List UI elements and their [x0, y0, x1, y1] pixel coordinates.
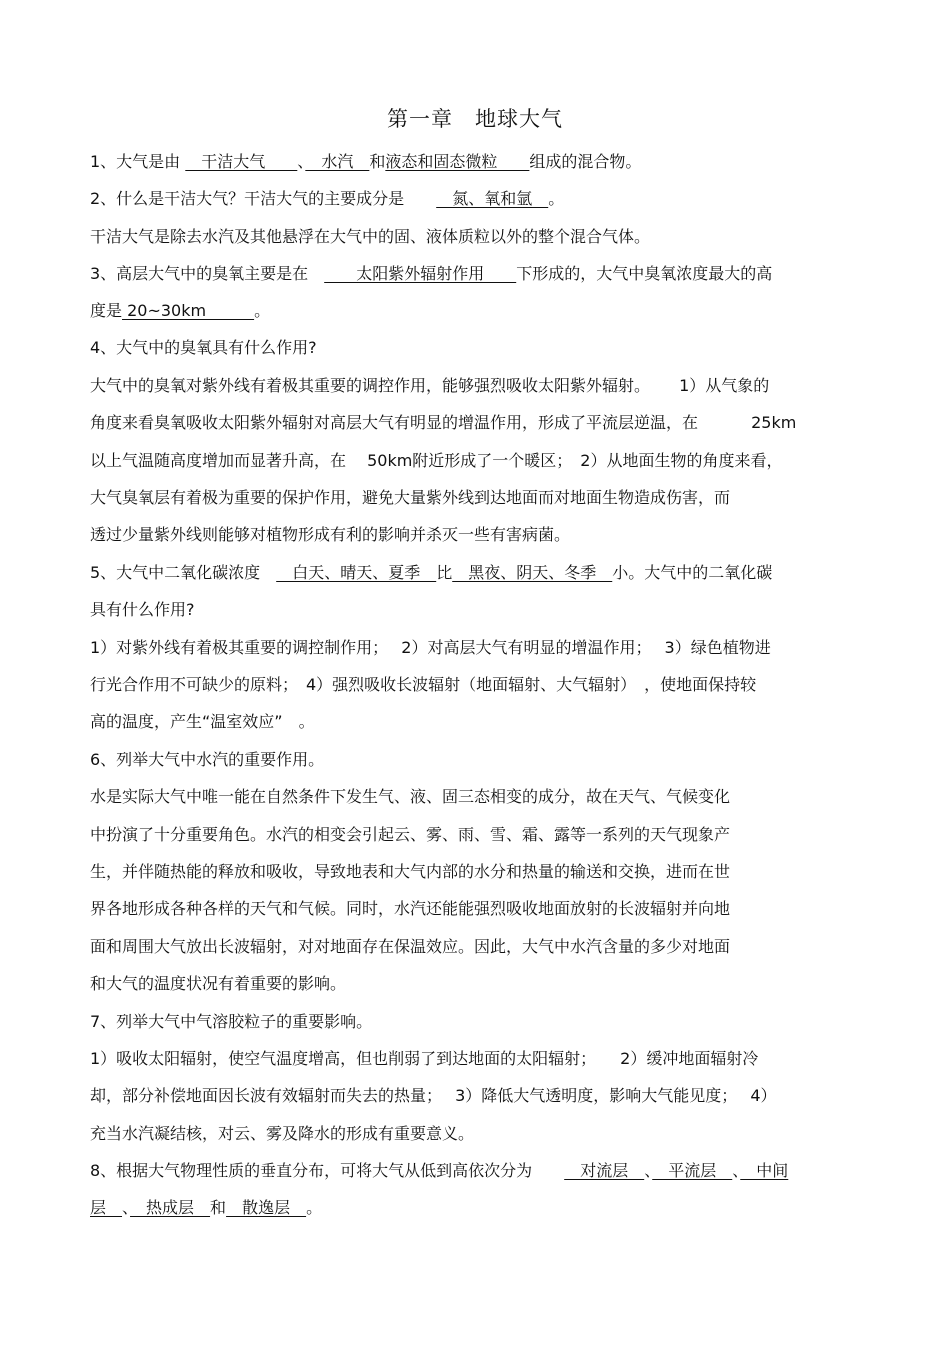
question-3-line-2	[90, 301, 270, 321]
q8b-suffix: 。	[306, 1198, 323, 1217]
q3b-suffix: 。	[254, 301, 271, 320]
q5-prefix: 5、大气中二氧化碳浓度	[90, 563, 277, 582]
q2-prefix: 2、什么是干洁大气？干洁大气的主要成分是	[90, 189, 437, 208]
q4-answer-line: 透过少量紫外线则能够对植物形成有利的影响并杀灭一些有害病菌。	[90, 525, 571, 544]
q1-sep-1: 、	[297, 152, 306, 171]
q8-prefix: 8、根据大气物理性质的垂直分布，可将大气从低到高依次分为	[90, 1161, 565, 1180]
q1-prefix: 1、大气是由	[90, 152, 181, 171]
q5-answer-2: 黑夜、阴天、冬季	[452, 563, 613, 582]
q7-answer-line: 却，部分补偿地面因长波有效辐射而失去的热量； 3）降低大气透明度，影响大气能见度； 4）	[90, 1086, 777, 1105]
q8-sep-1: 、	[644, 1161, 653, 1180]
question-8-line-2	[90, 1198, 322, 1218]
q8b-answer-2: 热成层	[130, 1198, 211, 1217]
q8b-sep-2: 和	[210, 1198, 227, 1217]
q2-suffix: 。	[548, 189, 565, 208]
q3-prefix: 3、高层大气中的臭氧主要是在	[90, 264, 325, 283]
question-2	[90, 189, 564, 209]
q5-suffix: 小。大气中的二氧化碳	[612, 563, 773, 582]
q1-answer-1: 干洁大气	[185, 152, 298, 171]
q3-suffix: 下形成的，大气中臭氧浓度最大的高	[516, 264, 773, 283]
q8-answer-3: 中间	[740, 1161, 789, 1180]
q1-answer-2: 水汽	[305, 152, 370, 171]
q4-answer-line: 大气臭氧层有着极为重要的保护作用，避免大量紫外线到达地面而对地面生物造成伤害，而	[90, 488, 731, 507]
q5-answer-line: 行光合作用不可缺少的原料； 4）强烈吸收长波辐射（地面辐射、大气辐射） ，使地面保持较	[90, 675, 757, 694]
q7-answer-line: 1）吸收太阳辐射，使空气温度增高，但也削弱了到达地面的太阳辐射； 2）缓冲地面辐射冷	[90, 1049, 759, 1068]
question-4: 4、大气中的臭氧具有什么作用?	[90, 338, 317, 357]
question-7: 7、列举大气中气溶胶粒子的重要影响。	[90, 1012, 373, 1031]
question-8	[90, 1161, 788, 1181]
q1-suffix: 组成的混合物。	[529, 152, 642, 171]
q6-answer-line: 面和周围大气放出长波辐射，对对地面存在保温效应。因此，大气中水汽含量的多少对地面	[90, 937, 731, 956]
q8b-sep-1: 、	[122, 1198, 131, 1217]
q6-answer-line: 水是实际大气中唯一能在自然条件下发生气、液、固三态相变的成分，故在天气、气候变化	[90, 787, 731, 806]
q2-answer: 氮、氧和氩	[436, 189, 549, 208]
q6-answer-line: 中扮演了十分重要角色。水汽的相变会引起云、雾、雨、雪、霜、露等一系列的天气现象产	[90, 825, 731, 844]
question-3	[90, 264, 772, 284]
q7-answer-line: 充当水汽凝结核，对云、雾及降水的形成有重要意义。	[90, 1124, 475, 1143]
q6-answer-line: 生，并伴随热能的释放和吸收，导致地表和大气内部的水分和热量的输送和交换，进而在世	[90, 862, 731, 881]
question-1	[90, 152, 641, 172]
question-5-line-2: 具有什么作用?	[90, 600, 195, 619]
q4-answer-line: 大气中的臭氧对紫外线有着极其重要的调控作用，能够强烈吸收太阳紫外辐射。 1）从气象的	[90, 376, 770, 395]
q8-answer-2: 平流层	[652, 1161, 733, 1180]
q6-answer-line: 界各地形成各种各样的天气和气候。同时，水汽还能能强烈吸收地面放射的长波辐射并向地	[90, 899, 731, 918]
q3b-answer: 20~30km	[122, 301, 255, 320]
q3-answer: 太阳紫外辐射作用	[324, 264, 517, 283]
q4-answer-line: 角度来看臭氧吸收太阳紫外辐射对高层大气有明显的增温作用，形成了平流层逆温，在 25km	[90, 413, 797, 432]
q6-answer-line: 和大气的温度状况有着重要的影响。	[90, 974, 347, 993]
q5-answer-line: 1）对紫外线有着极其重要的调控制作用； 2）对高层大气有明显的增温作用； 3）绿色植物进	[90, 638, 771, 657]
q5-sep: 比	[436, 563, 453, 582]
chapter-title: 第一章 地球大气	[387, 107, 563, 131]
question-5	[90, 563, 772, 583]
q8-sep-2: 、	[732, 1161, 741, 1180]
question-6: 6、列举大气中水汽的重要作用。	[90, 750, 325, 769]
q2-explanation: 干洁大气是除去水汽及其他悬浮在大气中的固、液体质粒以外的整个混合气体。	[90, 227, 651, 246]
q4-answer-line: 以上气温随高度增加而显著升高，在 50km附近形成了一个暖区； 2）从地面生物的角度来看，	[90, 451, 783, 470]
q5-answer-1: 白天、晴天、夏季	[276, 563, 437, 582]
q8b-answer-3: 散逸层	[226, 1198, 307, 1217]
q1-sep-2: 和	[369, 152, 386, 171]
q5-answer-line: 高的温度，产生“温室效应” 。	[90, 712, 315, 731]
q3b-prefix: 度是	[90, 301, 123, 320]
q8b-answer-1: 层	[90, 1198, 123, 1217]
q1-answer-3: 液态和固态微粒	[385, 152, 530, 171]
q8-answer-1: 对流层	[564, 1161, 645, 1180]
